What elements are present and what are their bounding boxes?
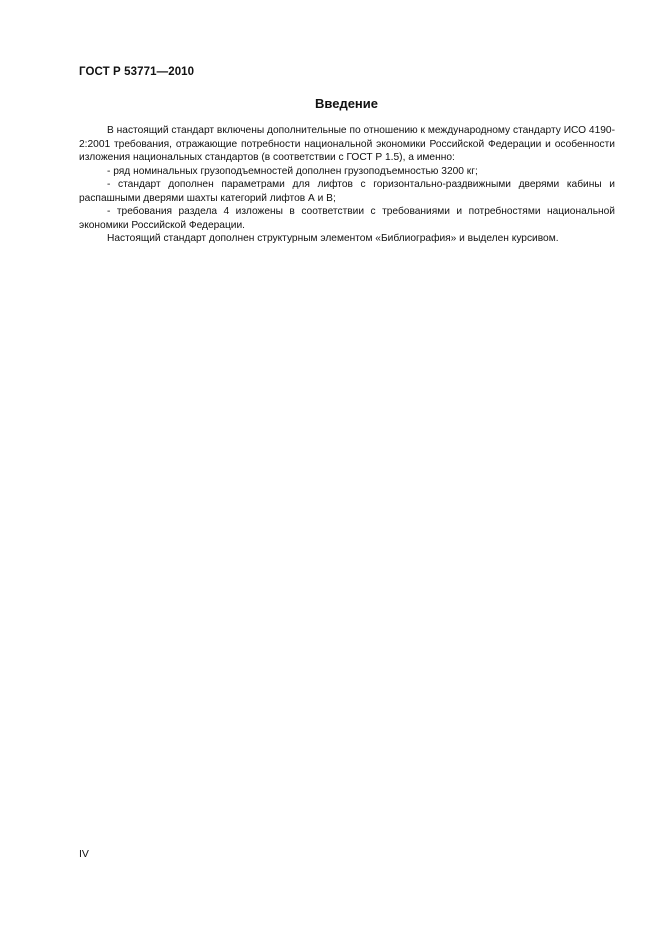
list-item-section4: - требования раздела 4 изложены в соответствии с требованиями и потребностями национальной экономики Российской Федерации. (79, 206, 615, 231)
list-item-capacity: - ряд номинальных грузоподъемностей дополнен грузоподъемностью 3200 кг; (107, 165, 478, 177)
list-item-doors: - стандарт дополнен параметрами для лифтов с горизонтально-раздвижными дверями кабины и распашными дверями шахты категорий лифтов А и В; (79, 179, 615, 204)
paragraph-bibliography: Настоящий стандарт дополнен структурным элементом «Библиография» и выделен курсивом. (107, 233, 559, 244)
introduction-body (79, 124, 615, 246)
paragraph-intro: В настоящий стандарт включены дополнительные по отношению к международному стандарту ИСО 4190-2:2001 требования, отражающие потребности национальной экономики Российской Федерации и особенности изложения национальных стандартов (в соответствии с ГОСТ Р 1.5), а именно: (79, 125, 615, 163)
section-title: Введение (315, 96, 378, 111)
document-header: ГОСТ Р 53771—2010 (79, 66, 195, 78)
page-number: IV (79, 848, 89, 860)
